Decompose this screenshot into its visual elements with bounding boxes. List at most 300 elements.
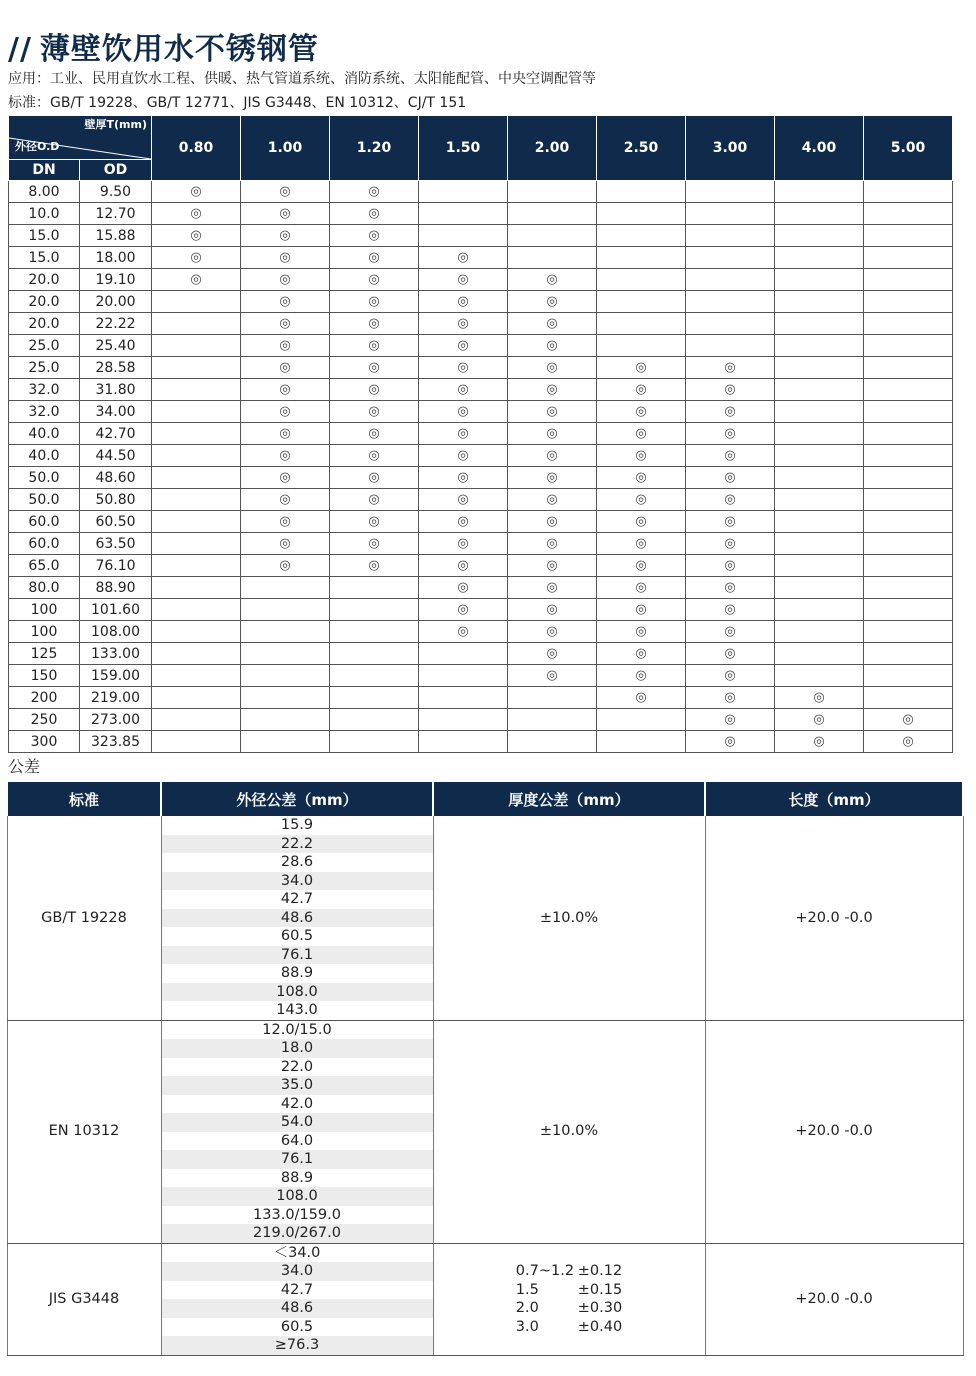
availability-cell (241, 533, 330, 555)
availability-cell (864, 665, 953, 687)
availability-cell (419, 555, 508, 577)
od-tolerance-cell: 35.0 (161, 1076, 433, 1095)
available-mark-icon: ◎ (635, 580, 647, 595)
dn-cell: 32.0 (9, 401, 80, 423)
available-mark-icon: ◎ (635, 492, 647, 507)
thickness-header: 1.20 (330, 116, 419, 181)
table-row (9, 621, 953, 643)
available-mark-icon: ◎ (368, 360, 380, 375)
availability-cell (864, 181, 953, 203)
available-mark-icon: ◎ (724, 558, 736, 573)
availability-cell (152, 225, 241, 247)
tolerance-table-body (7, 816, 963, 1355)
availability-cell (864, 445, 953, 467)
availability-cell (419, 335, 508, 357)
table-row (7, 816, 963, 835)
od-tolerance-cell: 108.0 (161, 983, 433, 1002)
availability-cell (775, 489, 864, 511)
availability-cell (241, 203, 330, 225)
od-tolerance-cell: 48.6 (161, 1299, 433, 1318)
availability-cell (419, 423, 508, 445)
od-tolerance-cell: 88.9 (161, 1169, 433, 1188)
availability-cell (864, 291, 953, 313)
availability-cell (419, 577, 508, 599)
availability-cell (419, 357, 508, 379)
available-mark-icon: ◎ (457, 536, 469, 551)
availability-cell (241, 665, 330, 687)
availability-cell (597, 357, 686, 379)
availability-cell (508, 665, 597, 687)
availability-cell (775, 423, 864, 445)
availability-cell (597, 687, 686, 709)
availability-cell (686, 423, 775, 445)
available-mark-icon: ◎ (279, 228, 291, 243)
availability-cell (686, 467, 775, 489)
od-cell: 76.10 (80, 555, 152, 577)
tol-header-standard: 标准 (7, 782, 161, 816)
table-row (9, 203, 953, 225)
availability-cell (597, 621, 686, 643)
title-prefix: // (8, 32, 32, 67)
available-mark-icon: ◎ (457, 250, 469, 265)
table-row (9, 511, 953, 533)
tol-header-length: 长度（mm） (705, 782, 963, 816)
available-mark-icon: ◎ (724, 448, 736, 463)
availability-cell (508, 555, 597, 577)
thickness-header: 1.00 (241, 116, 330, 181)
availability-cell (241, 731, 330, 753)
od-tolerance-cell: 28.6 (161, 853, 433, 872)
availability-cell (864, 313, 953, 335)
availability-cell (864, 731, 953, 753)
availability-cell (597, 577, 686, 599)
od-cell: 323.85 (80, 731, 152, 753)
thickness-tolerance-line (516, 1299, 622, 1318)
available-mark-icon: ◎ (368, 514, 380, 529)
spec-table (8, 115, 953, 753)
availability-cell (508, 357, 597, 379)
availability-cell (241, 489, 330, 511)
od-cell: 15.88 (80, 225, 152, 247)
availability-cell (330, 555, 419, 577)
availability-cell (241, 313, 330, 335)
availability-cell (508, 423, 597, 445)
dn-cell: 150 (9, 665, 80, 687)
thickness-tolerance-cell: ±10.0% (433, 1020, 705, 1243)
availability-cell (597, 467, 686, 489)
availability-cell (775, 225, 864, 247)
available-mark-icon: ◎ (724, 360, 736, 375)
availability-cell (419, 511, 508, 533)
availability-cell (864, 621, 953, 643)
od-cell: 88.90 (80, 577, 152, 599)
standard-cell: GB/T 19228 (7, 816, 161, 1020)
availability-cell (152, 643, 241, 665)
od-cell: 44.50 (80, 445, 152, 467)
availability-cell (686, 181, 775, 203)
availability-cell (241, 599, 330, 621)
available-mark-icon: ◎ (724, 382, 736, 397)
available-mark-icon: ◎ (546, 382, 558, 397)
thickness-header: 2.50 (597, 116, 686, 181)
available-mark-icon: ◎ (368, 404, 380, 419)
availability-cell (597, 555, 686, 577)
availability-cell (686, 203, 775, 225)
available-mark-icon: ◎ (279, 470, 291, 485)
availability-cell (508, 203, 597, 225)
available-mark-icon: ◎ (457, 514, 469, 529)
available-mark-icon: ◎ (724, 712, 736, 727)
availability-cell (686, 731, 775, 753)
title-text: 薄壁饮用水不锈钢管 (39, 32, 319, 67)
availability-cell (508, 489, 597, 511)
availability-cell (152, 423, 241, 445)
availability-cell (152, 379, 241, 401)
availability-cell (686, 643, 775, 665)
available-mark-icon: ◎ (457, 492, 469, 507)
availability-cell (508, 225, 597, 247)
table-row (9, 489, 953, 511)
availability-cell (419, 467, 508, 489)
available-mark-icon: ◎ (546, 426, 558, 441)
available-mark-icon: ◎ (368, 536, 380, 551)
availability-cell (419, 291, 508, 313)
availability-cell (686, 313, 775, 335)
availability-cell (864, 533, 953, 555)
dn-cell: 20.0 (9, 269, 80, 291)
od-cell: 28.58 (80, 357, 152, 379)
availability-cell (597, 247, 686, 269)
availability-cell (419, 533, 508, 555)
availability-cell (864, 511, 953, 533)
availability-cell (597, 445, 686, 467)
availability-cell (864, 577, 953, 599)
availability-cell (775, 665, 864, 687)
od-tolerance-cell: 143.0 (161, 1001, 433, 1020)
od-tolerance-cell: 42.7 (161, 890, 433, 909)
available-mark-icon: ◎ (279, 272, 291, 287)
od-cell: 42.70 (80, 423, 152, 445)
application-line: 应用：工业、民用直饮水工程、供暖、热气管道系统、消防系统、太阳能配管、中央空调配管等 (8, 71, 596, 87)
availability-cell (775, 445, 864, 467)
availability-cell (597, 181, 686, 203)
od-cell: 18.00 (80, 247, 152, 269)
dn-cell: 60.0 (9, 533, 80, 555)
availability-cell (330, 445, 419, 467)
availability-cell (864, 423, 953, 445)
availability-cell (419, 731, 508, 753)
availability-cell (241, 687, 330, 709)
available-mark-icon: ◎ (813, 712, 825, 727)
table-row (9, 445, 953, 467)
dn-cell: 40.0 (9, 445, 80, 467)
od-cell: 9.50 (80, 181, 152, 203)
available-mark-icon: ◎ (457, 448, 469, 463)
available-mark-icon: ◎ (457, 624, 469, 639)
available-mark-icon: ◎ (546, 360, 558, 375)
availability-cell (330, 203, 419, 225)
thickness-range: 0.7~1.2 (515, 1263, 575, 1279)
dn-cell: 60.0 (9, 511, 80, 533)
availability-cell (597, 401, 686, 423)
wall-thickness-label: 壁厚T(mm) (84, 118, 147, 131)
od-tolerance-cell: 42.0 (161, 1095, 433, 1114)
available-mark-icon: ◎ (546, 470, 558, 485)
availability-cell (864, 687, 953, 709)
availability-cell (775, 203, 864, 225)
thickness-header: 1.50 (419, 116, 508, 181)
available-mark-icon: ◎ (635, 602, 647, 617)
availability-cell (241, 269, 330, 291)
available-mark-icon: ◎ (546, 338, 558, 353)
table-row (9, 379, 953, 401)
table-row (9, 577, 953, 599)
availability-cell (330, 291, 419, 313)
availability-cell (508, 401, 597, 423)
available-mark-icon: ◎ (190, 272, 202, 287)
availability-cell (241, 291, 330, 313)
available-mark-icon: ◎ (457, 426, 469, 441)
availability-cell (241, 555, 330, 577)
thickness-tolerance-value: ±0.15 (577, 1281, 623, 1298)
od-cell: 219.00 (80, 687, 152, 709)
corner-header (9, 116, 152, 160)
available-mark-icon: ◎ (813, 690, 825, 705)
od-header: OD (80, 160, 152, 181)
od-tolerance-cell: 22.2 (161, 835, 433, 854)
length-tolerance-cell: +20.0 -0.0 (705, 1243, 963, 1355)
availability-cell (597, 225, 686, 247)
availability-cell (864, 247, 953, 269)
dn-cell: 10.0 (9, 203, 80, 225)
availability-cell (775, 379, 864, 401)
availability-cell (775, 269, 864, 291)
availability-cell (152, 665, 241, 687)
availability-cell (864, 357, 953, 379)
od-tolerance-cell: 18.0 (161, 1039, 433, 1058)
thickness-tolerance-line (516, 1281, 622, 1300)
availability-cell (241, 511, 330, 533)
available-mark-icon: ◎ (635, 382, 647, 397)
availability-cell (686, 709, 775, 731)
table-row (9, 599, 953, 621)
availability-cell (597, 665, 686, 687)
available-mark-icon: ◎ (635, 690, 647, 705)
availability-cell (686, 665, 775, 687)
availability-cell (330, 709, 419, 731)
availability-cell (330, 467, 419, 489)
table-row (9, 709, 953, 731)
available-mark-icon: ◎ (457, 382, 469, 397)
availability-cell (419, 489, 508, 511)
thickness-range: 2.0 (515, 1300, 539, 1316)
available-mark-icon: ◎ (279, 514, 291, 529)
od-cell: 12.70 (80, 203, 152, 225)
available-mark-icon: ◎ (724, 602, 736, 617)
available-mark-icon: ◎ (368, 448, 380, 463)
availability-cell (864, 401, 953, 423)
availability-cell (508, 313, 597, 335)
availability-cell (241, 181, 330, 203)
availability-cell (597, 313, 686, 335)
availability-cell (330, 533, 419, 555)
available-mark-icon: ◎ (190, 206, 202, 221)
availability-cell (508, 709, 597, 731)
table-row (7, 1243, 963, 1262)
thickness-tolerance-cell (433, 1243, 705, 1355)
availability-cell (241, 709, 330, 731)
dn-cell: 100 (9, 599, 80, 621)
table-row (9, 467, 953, 489)
od-tolerance-cell: 15.9 (161, 816, 433, 835)
od-cell: 133.00 (80, 643, 152, 665)
availability-cell (686, 577, 775, 599)
availability-cell (508, 467, 597, 489)
availability-cell (508, 379, 597, 401)
availability-cell (775, 621, 864, 643)
available-mark-icon: ◎ (546, 448, 558, 463)
availability-cell (330, 643, 419, 665)
availability-cell (686, 247, 775, 269)
available-mark-icon: ◎ (546, 580, 558, 595)
thickness-header: 2.00 (508, 116, 597, 181)
availability-cell (241, 225, 330, 247)
od-tolerance-cell: 88.9 (161, 964, 433, 983)
od-tolerance-cell: 12.0/15.0 (161, 1020, 433, 1039)
available-mark-icon: ◎ (546, 316, 558, 331)
availability-cell (152, 621, 241, 643)
availability-cell (330, 687, 419, 709)
available-mark-icon: ◎ (279, 492, 291, 507)
availability-cell (775, 313, 864, 335)
available-mark-icon: ◎ (368, 492, 380, 507)
availability-cell (419, 203, 508, 225)
availability-cell (686, 489, 775, 511)
available-mark-icon: ◎ (279, 382, 291, 397)
availability-cell (508, 511, 597, 533)
thickness-tolerance-list (516, 1262, 622, 1336)
thickness-tolerance-value: ±0.12 (577, 1263, 623, 1279)
od-tolerance-cell: 76.1 (161, 946, 433, 965)
available-mark-icon: ◎ (635, 536, 647, 551)
availability-cell (330, 621, 419, 643)
available-mark-icon: ◎ (724, 668, 736, 683)
table-row (9, 643, 953, 665)
availability-cell (597, 335, 686, 357)
availability-cell (241, 379, 330, 401)
length-tolerance-cell: +20.0 -0.0 (705, 1020, 963, 1243)
availability-cell (152, 335, 241, 357)
dn-cell: 25.0 (9, 335, 80, 357)
availability-cell (241, 445, 330, 467)
available-mark-icon: ◎ (724, 536, 736, 551)
available-mark-icon: ◎ (635, 558, 647, 573)
available-mark-icon: ◎ (457, 338, 469, 353)
availability-cell (686, 511, 775, 533)
availability-cell (508, 731, 597, 753)
availability-cell (775, 335, 864, 357)
availability-cell (775, 709, 864, 731)
available-mark-icon: ◎ (724, 492, 736, 507)
availability-cell (508, 269, 597, 291)
availability-cell (152, 445, 241, 467)
availability-cell (241, 643, 330, 665)
available-mark-icon: ◎ (546, 558, 558, 573)
table-row (9, 269, 953, 291)
thickness-header: 3.00 (686, 116, 775, 181)
availability-cell (775, 247, 864, 269)
availability-cell (864, 599, 953, 621)
standard-cell: EN 10312 (7, 1020, 161, 1243)
thickness-tolerance-value: ±0.30 (577, 1300, 623, 1316)
available-mark-icon: ◎ (457, 602, 469, 617)
od-tolerance-cell: 64.0 (161, 1132, 433, 1151)
availability-cell (597, 423, 686, 445)
available-mark-icon: ◎ (724, 426, 736, 441)
dn-cell: 250 (9, 709, 80, 731)
availability-cell (775, 401, 864, 423)
table-row (9, 665, 953, 687)
availability-cell (864, 203, 953, 225)
availability-cell (330, 357, 419, 379)
availability-cell (152, 533, 241, 555)
available-mark-icon: ◎ (902, 734, 914, 749)
available-mark-icon: ◎ (724, 470, 736, 485)
thickness-tolerance-value: ±0.40 (577, 1318, 623, 1335)
availability-cell (152, 511, 241, 533)
available-mark-icon: ◎ (546, 404, 558, 419)
availability-cell (775, 511, 864, 533)
od-tolerance-cell: 60.5 (161, 1318, 433, 1337)
availability-cell (330, 731, 419, 753)
available-mark-icon: ◎ (368, 228, 380, 243)
availability-cell (330, 599, 419, 621)
table-row (9, 225, 953, 247)
availability-cell (686, 599, 775, 621)
availability-cell (152, 181, 241, 203)
available-mark-icon: ◎ (279, 448, 291, 463)
availability-cell (775, 555, 864, 577)
availability-cell (152, 313, 241, 335)
available-mark-icon: ◎ (279, 184, 291, 199)
availability-cell (508, 181, 597, 203)
od-tolerance-cell: 54.0 (161, 1113, 433, 1132)
thickness-header: 4.00 (775, 116, 864, 181)
table-row (9, 181, 953, 203)
availability-cell (508, 621, 597, 643)
availability-cell (508, 291, 597, 313)
availability-cell (775, 181, 864, 203)
tol-header-thickness: 厚度公差（mm） (433, 782, 705, 816)
available-mark-icon: ◎ (279, 536, 291, 551)
availability-cell (686, 401, 775, 423)
od-tolerance-cell: 133.0/159.0 (161, 1206, 433, 1225)
availability-cell (330, 577, 419, 599)
od-tolerance-cell: 219.0/267.0 (161, 1224, 433, 1243)
available-mark-icon: ◎ (635, 426, 647, 441)
dn-cell: 32.0 (9, 379, 80, 401)
od-cell: 34.00 (80, 401, 152, 423)
available-mark-icon: ◎ (724, 514, 736, 529)
availability-cell (686, 533, 775, 555)
available-mark-icon: ◎ (190, 184, 202, 199)
dn-cell: 20.0 (9, 291, 80, 313)
availability-cell (419, 687, 508, 709)
dn-cell: 20.0 (9, 313, 80, 335)
availability-cell (597, 203, 686, 225)
available-mark-icon: ◎ (724, 404, 736, 419)
available-mark-icon: ◎ (368, 250, 380, 265)
